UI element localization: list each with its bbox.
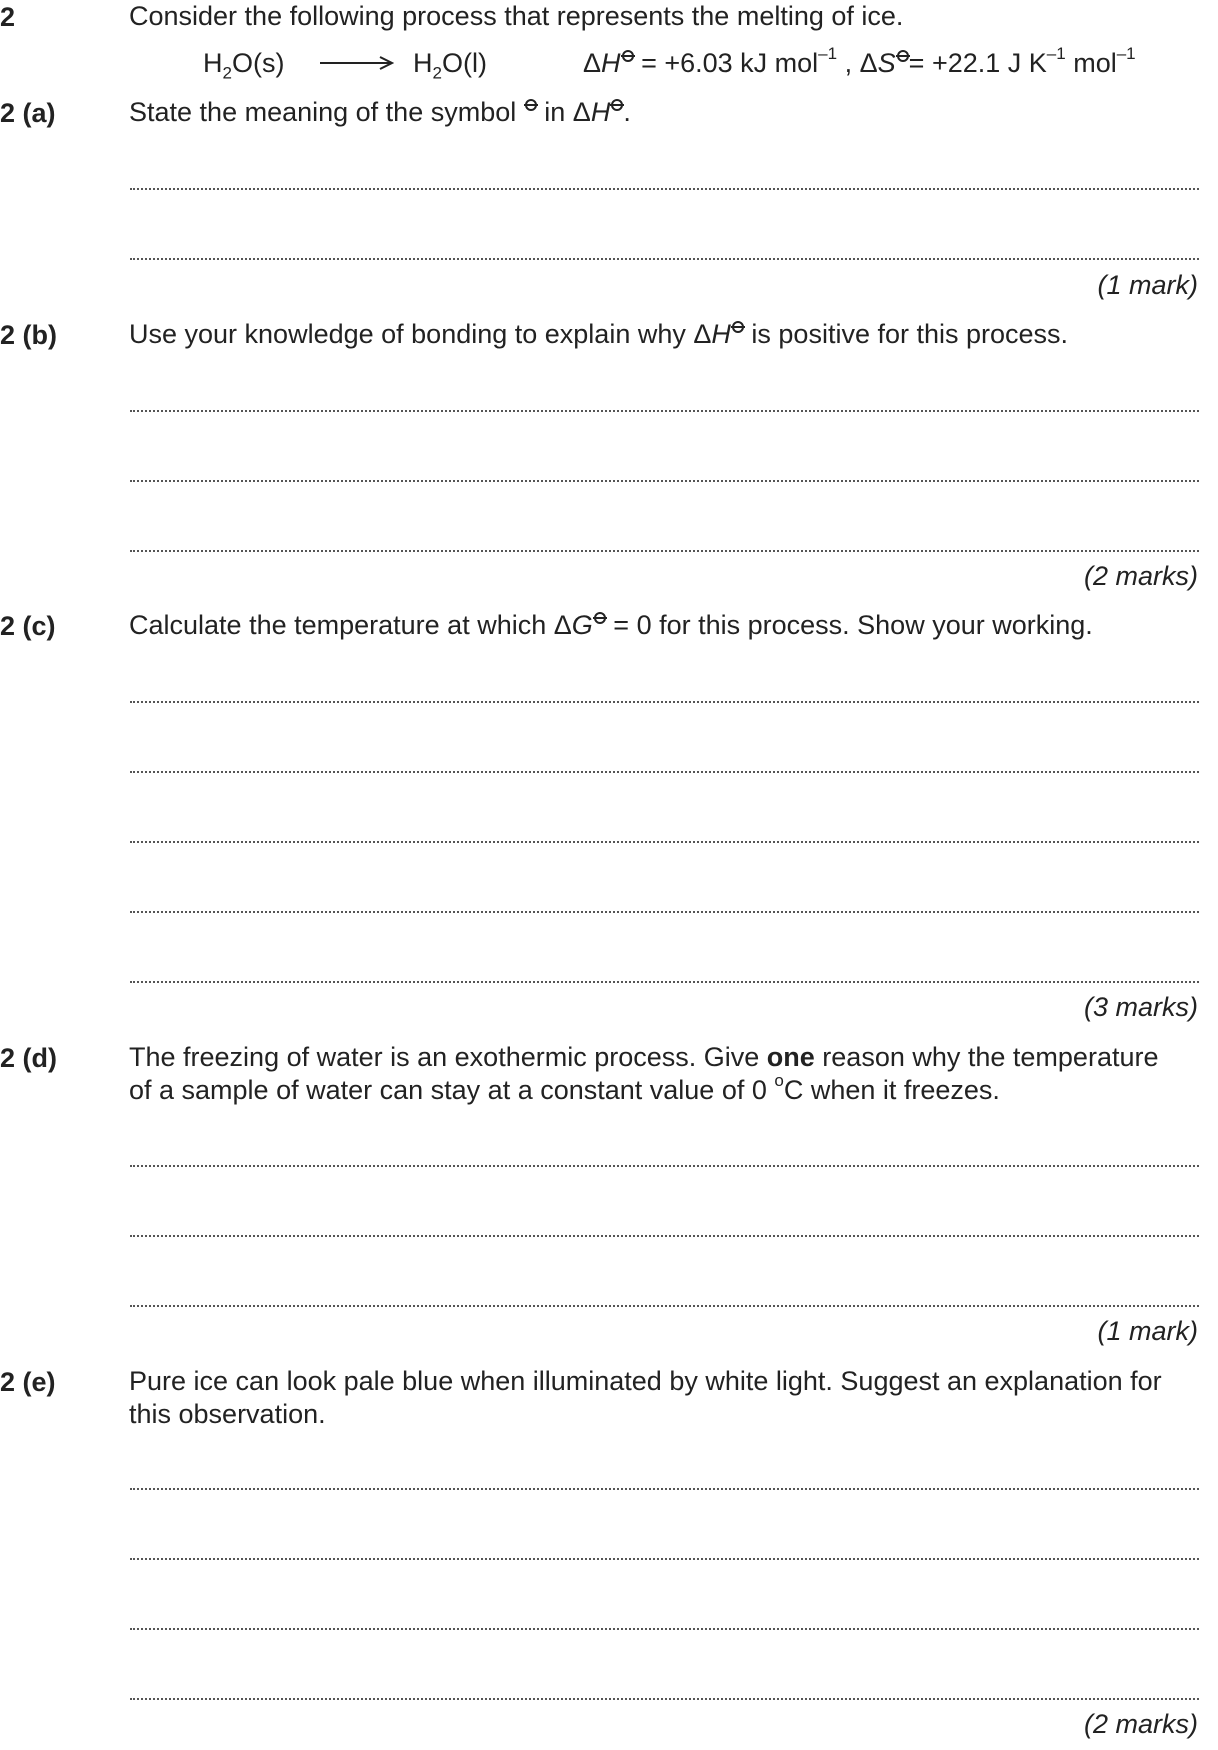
answer-line[interactable] [130, 1305, 1199, 1307]
plimsoll-icon [594, 612, 606, 624]
answer-line[interactable] [130, 410, 1199, 412]
part-e-text: Pure ice can look pale blue when illuminated by white light. Suggest an explanation for this observation. [129, 1366, 1162, 1429]
answer-line[interactable] [130, 1698, 1199, 1700]
part-c-label: 2 (c) [0, 611, 56, 641]
answer-line[interactable] [130, 480, 1199, 482]
reactant: $H_2O(s)$ [203, 48, 285, 83]
reaction-arrow-icon [320, 56, 394, 70]
answer-line[interactable] [130, 911, 1199, 913]
product: $H_2O(l)$ [413, 48, 487, 83]
plimsoll-icon [622, 50, 634, 62]
answer-line[interactable] [130, 188, 1199, 190]
part-c-text: Calculate the temperature at which ΔG = 0 for this process. Show your working. [129, 610, 1093, 640]
part-d-text: The freezing of water is an exothermic process. Give one reason why the temperature of a sample of water can stay at a constant value of 0 $^o$C when it freezes. [129, 1042, 1159, 1105]
answer-line[interactable] [130, 550, 1199, 552]
part-c-marks: (3 marks) [1084, 992, 1198, 1022]
part-b-marks: (2 marks) [1084, 561, 1198, 591]
part-d-marks: (1 mark) [1097, 1316, 1198, 1346]
question-intro: Consider the following process that represents the melting of ice. [129, 1, 904, 31]
answer-line[interactable] [130, 1488, 1199, 1490]
part-e-label: 2 (e) [0, 1367, 56, 1397]
answer-line[interactable] [130, 1235, 1199, 1237]
part-d-label: 2 (d) [0, 1043, 57, 1073]
part-b-label: 2 (b) [0, 320, 57, 350]
question-number: 2 [0, 2, 16, 32]
plimsoll-icon [897, 50, 909, 62]
answer-line[interactable] [130, 1165, 1199, 1167]
answer-line[interactable] [130, 841, 1199, 843]
part-e-marks: (2 marks) [1084, 1709, 1198, 1739]
answer-line[interactable] [130, 981, 1199, 983]
part-a-marks: (1 mark) [1097, 270, 1198, 300]
thermo-values: ΔH = +6.03 kJ mol$^{-1}$ , ΔS = +22.1 J $K^{-1}$ mol$^{-1}$ [583, 44, 1136, 78]
answer-line[interactable] [130, 771, 1199, 773]
part-b-text: Use your knowledge of bonding to explain why ΔH is positive for this process. [129, 319, 1069, 349]
part-a-text: State the meaning of the symbol in ΔH . [129, 97, 631, 127]
plimsoll-icon [611, 99, 623, 111]
answer-line[interactable] [130, 258, 1199, 260]
answer-line[interactable] [130, 701, 1199, 703]
plimsoll-icon [525, 99, 537, 111]
answer-line[interactable] [130, 1558, 1199, 1560]
answer-line[interactable] [130, 1628, 1199, 1630]
plimsoll-icon [732, 321, 744, 333]
part-a-label: 2 (a) [0, 98, 56, 128]
